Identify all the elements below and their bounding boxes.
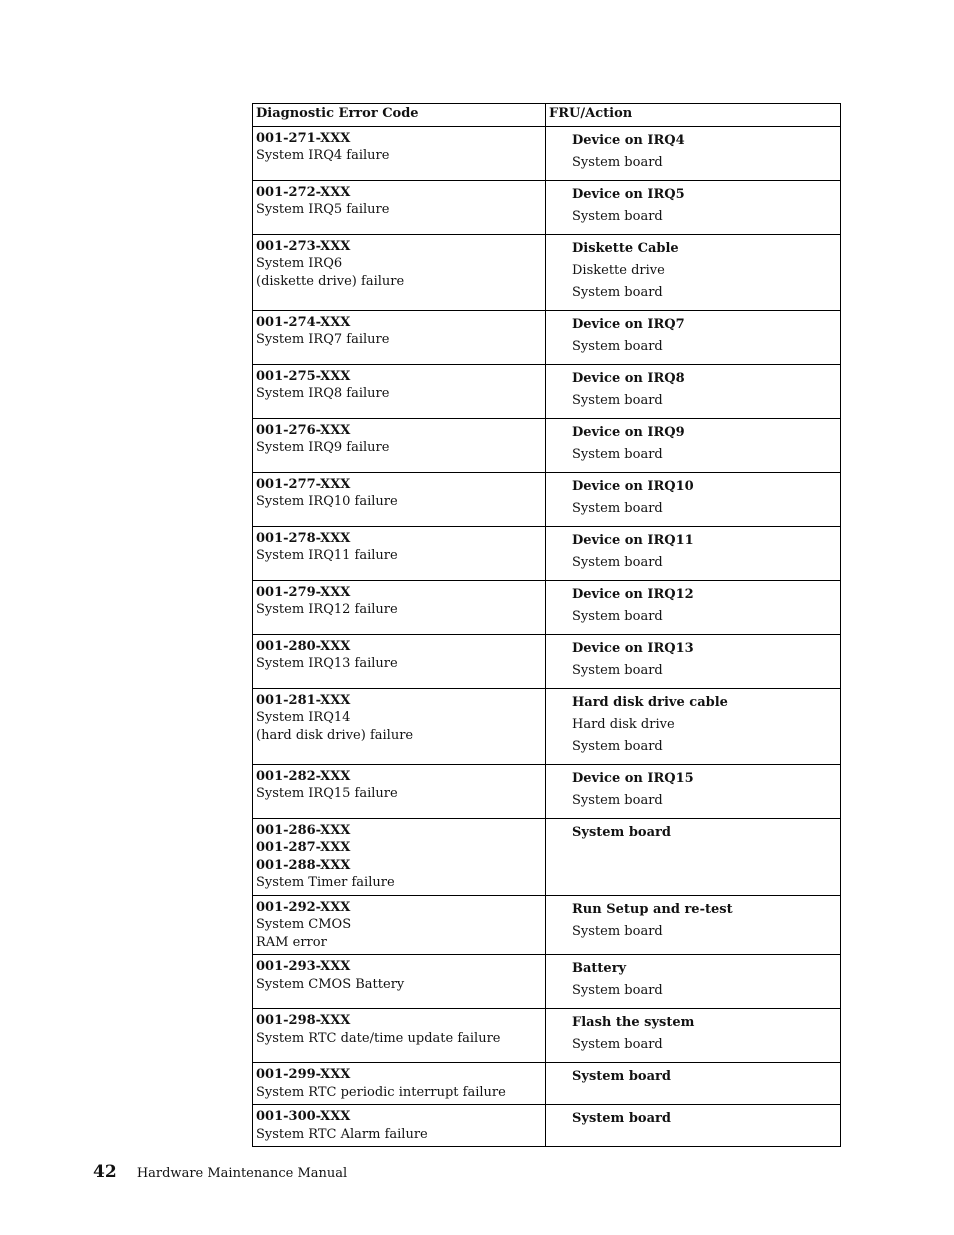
fru-action-cell: [546, 472, 841, 526]
error-code: 001-288-XXX: [256, 857, 351, 873]
error-code: 001-292-XXX: [256, 899, 351, 915]
fru-action-primary: Device on IRQ5: [572, 186, 685, 202]
error-code: 001-274-XXX: [256, 314, 351, 330]
table-row: [253, 180, 841, 234]
fru-action-cell: [546, 126, 841, 180]
error-code-cell: [253, 472, 546, 526]
fru-action-primary: Hard disk drive cable: [572, 694, 728, 710]
manual-title: Hardware Maintenance Manual: [136, 1166, 348, 1181]
table-row: [253, 526, 841, 580]
fru-action-primary: Flash the system: [572, 1015, 695, 1030]
error-code-cell: [253, 234, 546, 310]
table-row: [253, 126, 841, 180]
diagnostic-error-table: [252, 103, 841, 1147]
error-description: System IRQ7 failure: [256, 332, 390, 347]
fru-action-item: System board: [572, 208, 663, 224]
error-code-cell: [253, 310, 546, 364]
error-code-cell: [253, 526, 546, 580]
column-header-fru-action: FRU/Action: [546, 104, 841, 127]
fru-action-cell: [546, 180, 841, 234]
fru-action-cell: [546, 955, 841, 1009]
error-code-cell: [253, 1063, 546, 1105]
table-row: [253, 1009, 841, 1063]
fru-action-cell: [546, 818, 841, 895]
fru-action-cell: [546, 1063, 841, 1105]
error-code-cell: [253, 895, 546, 955]
error-code-cell: [253, 1105, 546, 1147]
page-number: 42: [93, 1162, 117, 1182]
fru-action-item: System board: [572, 284, 663, 300]
error-description: System Timer failure: [256, 875, 395, 890]
error-description: System CMOS Battery: [256, 976, 405, 992]
fru-action-primary: System board: [572, 824, 671, 840]
table-row: [253, 310, 841, 364]
error-description: System IRQ14: [256, 710, 351, 725]
fru-action-cell: [546, 526, 841, 580]
error-code-cell: [253, 955, 546, 1009]
table-row: [253, 580, 841, 634]
error-code: 001-300-XXX: [256, 1109, 351, 1124]
fru-action-item: System board: [572, 923, 663, 939]
error-code: 001-298-XXX: [256, 1013, 351, 1028]
table-header-row: [253, 104, 841, 127]
error-description: (hard disk drive) failure: [256, 727, 414, 743]
fru-action-primary: Device on IRQ12: [572, 586, 694, 602]
error-code: 001-286-XXX: [256, 822, 351, 838]
fru-action-cell: [546, 310, 841, 364]
fru-action-primary: Device on IRQ9: [572, 424, 685, 440]
table-row: [253, 764, 841, 818]
error-code-cell: [253, 1009, 546, 1063]
error-code: 001-272-XXX: [256, 184, 351, 200]
error-description: System IRQ8 failure: [256, 386, 390, 401]
fru-action-cell: [546, 688, 841, 764]
fru-action-item: System board: [572, 662, 663, 678]
fru-action-item: System board: [572, 500, 663, 516]
fru-action-item: System board: [572, 446, 663, 462]
fru-action-primary: Diskette Cable: [572, 240, 679, 256]
fru-action-cell: [546, 764, 841, 818]
error-code-cell: [253, 126, 546, 180]
fru-action-cell: [546, 1009, 841, 1063]
error-code: 001-279-XXX: [256, 584, 351, 600]
fru-action-cell: [546, 895, 841, 955]
error-code-cell: [253, 688, 546, 764]
error-code-cell: [253, 180, 546, 234]
error-code-cell: [253, 580, 546, 634]
fru-action-primary: Device on IRQ15: [572, 770, 694, 786]
fru-action-item: System board: [572, 154, 663, 170]
table-row: [253, 955, 841, 1009]
diagnostic-table-container: [252, 103, 840, 1147]
fru-action-cell: [546, 418, 841, 472]
error-description: System IRQ5 failure: [256, 202, 390, 217]
error-code-cell: [253, 764, 546, 818]
error-code: 001-280-XXX: [256, 638, 351, 654]
error-code: 001-287-XXX: [256, 840, 351, 855]
error-code: 001-275-XXX: [256, 368, 351, 384]
fru-action-cell: [546, 364, 841, 418]
table-row: [253, 234, 841, 310]
error-code: 001-276-XXX: [256, 422, 351, 438]
table-row: [253, 1063, 841, 1105]
fru-action-item: System board: [572, 608, 663, 624]
fru-action-cell: [546, 1105, 841, 1147]
error-code: 001-281-XXX: [256, 692, 351, 708]
error-description: System IRQ4 failure: [256, 148, 390, 163]
fru-action-item: System board: [572, 1037, 663, 1052]
error-code: 001-282-XXX: [256, 768, 351, 784]
fru-action-primary: Device on IRQ10: [572, 478, 694, 494]
fru-action-cell: [546, 234, 841, 310]
fru-action-primary: Battery: [572, 961, 627, 976]
error-code: 001-278-XXX: [256, 530, 351, 546]
error-description: System RTC periodic interrupt failure: [256, 1084, 506, 1100]
error-code-cell: [253, 818, 546, 895]
error-code: 001-293-XXX: [256, 959, 351, 974]
fru-action-item: Hard disk drive: [572, 716, 675, 732]
fru-action-primary: Device on IRQ11: [572, 532, 694, 548]
fru-action-primary: System board: [572, 1111, 671, 1126]
error-code: 001-273-XXX: [256, 238, 351, 254]
table-row: [253, 634, 841, 688]
error-description: System IRQ12 failure: [256, 602, 398, 617]
table-row: [253, 364, 841, 418]
error-description: (diskette drive) failure: [256, 273, 405, 289]
fru-action-item: System board: [572, 792, 663, 808]
fru-action-cell: [546, 634, 841, 688]
error-code: 001-271-XXX: [256, 130, 351, 146]
error-code-cell: [253, 364, 546, 418]
table-row: [253, 688, 841, 764]
error-description: RAM error: [256, 934, 327, 950]
fru-action-primary: Run Setup and re-test: [572, 901, 733, 917]
error-code: 001-299-XXX: [256, 1067, 351, 1082]
error-description: System RTC Alarm failure: [256, 1126, 428, 1142]
error-code-cell: [253, 418, 546, 472]
error-description: System RTC date/time update failure: [256, 1030, 501, 1046]
error-code: 001-277-XXX: [256, 476, 351, 492]
table-row: [253, 895, 841, 955]
error-description: System IRQ11 failure: [256, 548, 398, 563]
fru-action-item: System board: [572, 392, 663, 408]
table-row: [253, 472, 841, 526]
fru-action-primary: Device on IRQ13: [572, 640, 694, 656]
fru-action-item: System board: [572, 338, 663, 354]
error-description: System IRQ9 failure: [256, 440, 390, 455]
error-description: System IRQ6: [256, 256, 343, 271]
fru-action-primary: System board: [572, 1069, 671, 1084]
fru-action-cell: [546, 580, 841, 634]
fru-action-item: System board: [572, 738, 663, 754]
fru-action-item: System board: [572, 983, 663, 998]
table-row: [253, 418, 841, 472]
fru-action-primary: Device on IRQ8: [572, 370, 685, 386]
error-description: System IRQ13 failure: [256, 656, 398, 671]
table-row: [253, 1105, 841, 1147]
table-row: [253, 818, 841, 895]
error-description: System IRQ10 failure: [256, 494, 398, 509]
column-header-error-code: Diagnostic Error Code: [253, 104, 546, 127]
error-code-cell: [253, 634, 546, 688]
fru-action-item: Diskette drive: [572, 262, 665, 278]
fru-action-item: System board: [572, 554, 663, 570]
error-description: System CMOS: [256, 917, 352, 932]
page-footer: [93, 1162, 347, 1182]
table-body: [253, 126, 841, 1147]
fru-action-primary: Device on IRQ4: [572, 132, 685, 148]
fru-action-primary: Device on IRQ7: [572, 316, 685, 332]
error-description: System IRQ15 failure: [256, 786, 398, 801]
